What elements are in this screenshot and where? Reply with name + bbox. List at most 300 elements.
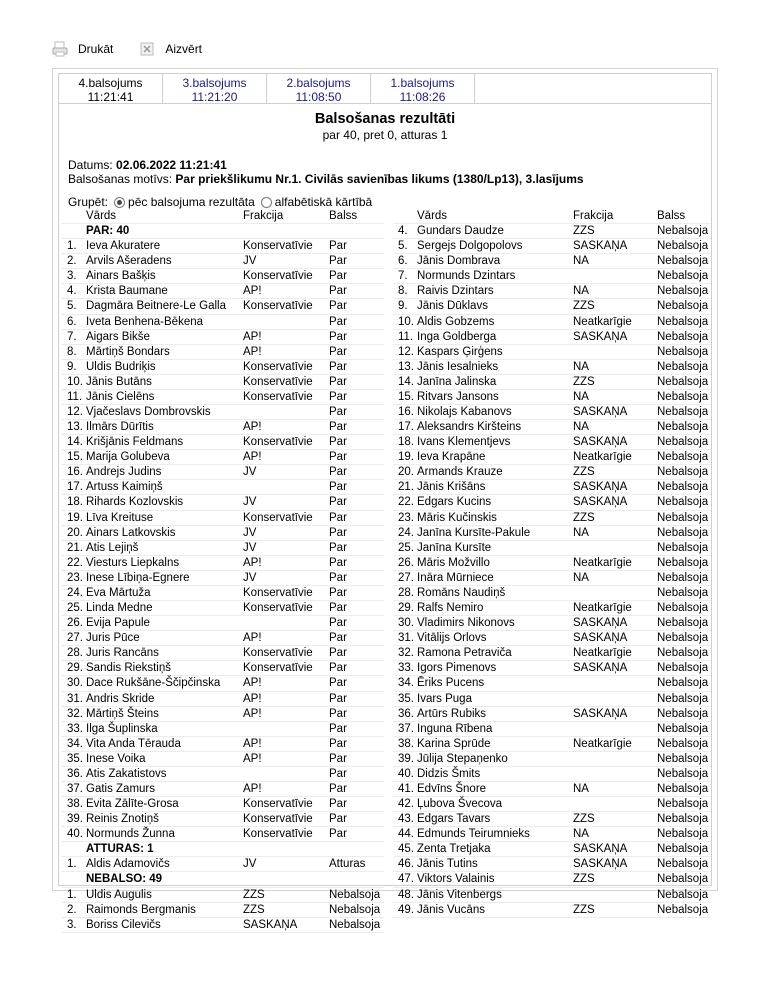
table-row — [62, 465, 384, 480]
table-row — [393, 254, 711, 269]
member-name: Jānis Tutins — [417, 858, 478, 871]
member-vote: Par — [329, 406, 347, 419]
member-faction: SASKAŅA — [573, 617, 628, 630]
table-row — [393, 888, 711, 903]
member-vote: Par — [329, 240, 347, 253]
row-number: 26. — [398, 556, 414, 569]
member-faction: SASKAŅA — [573, 858, 628, 871]
table-row — [393, 224, 711, 239]
row-number: 40. — [398, 767, 414, 780]
tab-time: 11:08:26 — [399, 90, 446, 104]
member-name: Ivars Puga — [417, 692, 472, 705]
table-header — [62, 209, 384, 224]
row-number: 24. — [67, 586, 83, 599]
member-vote: Nebalsoja — [657, 300, 709, 313]
row-number: 4. — [398, 225, 408, 238]
table-row — [393, 239, 711, 254]
member-faction: NA — [573, 285, 589, 298]
member-name: Juris Pūce — [86, 632, 140, 645]
row-number: 21. — [398, 481, 414, 494]
table-row — [393, 420, 711, 435]
member-name: Janīna Kursīte — [417, 541, 492, 554]
row-number: 12. — [67, 406, 83, 419]
member-name: Mārtiņš Bondars — [86, 345, 170, 358]
member-vote: Nebalsoja — [657, 617, 709, 630]
table-row — [393, 526, 711, 541]
results-table-left — [62, 209, 384, 933]
member-faction: Konservatīvie — [243, 375, 313, 388]
row-number: 44. — [398, 828, 414, 841]
member-name: Ainars Latkovskis — [86, 526, 176, 539]
member-name: Normunds Žunna — [86, 828, 175, 841]
table-row — [62, 330, 384, 345]
member-name: Inguna Rībena — [417, 722, 493, 735]
table-row — [62, 390, 384, 405]
member-faction: JV — [243, 571, 257, 584]
table-row — [393, 631, 711, 646]
member-vote: Nebalsoja — [657, 858, 709, 871]
member-faction: NA — [573, 782, 589, 795]
table-row — [62, 782, 384, 797]
table-row — [393, 767, 711, 782]
member-vote: Nebalsoja — [657, 888, 709, 901]
table-row — [393, 676, 711, 691]
member-vote: Par — [329, 345, 347, 358]
row-number: 19. — [398, 451, 414, 464]
member-vote: Par — [329, 813, 347, 826]
row-number: 33. — [398, 662, 414, 675]
member-vote: Nebalsoja — [657, 662, 709, 675]
member-faction: Neatkarīgie — [573, 315, 632, 328]
member-vote: Nebalsoja — [657, 632, 709, 645]
member-vote: Par — [329, 662, 347, 675]
member-faction: SASKAŅA — [573, 496, 628, 509]
member-vote: Par — [329, 375, 347, 388]
member-vote: Nebalsoja — [657, 798, 709, 811]
table-row — [62, 284, 384, 299]
row-number: 38. — [67, 798, 83, 811]
row-number: 1. — [67, 240, 77, 253]
member-name: Ralfs Nemiro — [417, 602, 484, 615]
tab-vote-1[interactable] — [371, 74, 475, 104]
row-number: 32. — [398, 647, 414, 660]
member-faction: Konservatīvie — [243, 798, 313, 811]
row-number: 35. — [398, 692, 414, 705]
member-name: Arvils Ašeradens — [86, 255, 172, 268]
member-faction: NA — [573, 526, 589, 539]
member-vote: Nebalsoja — [657, 375, 709, 388]
row-number: 22. — [398, 496, 414, 509]
table-row — [393, 616, 711, 631]
page-title: Balsošanas rezultāti — [314, 111, 456, 127]
member-name: Didzis Šmits — [417, 767, 481, 780]
member-faction: Konservatīvie — [243, 436, 313, 449]
date-label: Datums: — [68, 158, 117, 172]
table-row — [62, 707, 384, 722]
member-name: Līva Kreituse — [86, 511, 154, 524]
member-vote: Par — [329, 496, 347, 509]
member-faction: Konservatīvie — [243, 813, 313, 826]
member-faction: AP! — [243, 737, 262, 750]
member-vote: Nebalsoja — [657, 737, 709, 750]
close-button[interactable] — [139, 41, 202, 57]
header-faction: Frakcija — [243, 210, 284, 222]
table-row — [62, 646, 384, 661]
row-number: 35. — [67, 752, 83, 765]
member-faction: JV — [243, 526, 257, 539]
member-name: PAR: 40 — [86, 225, 130, 238]
row-number: 33. — [67, 722, 83, 735]
member-faction: ZZS — [573, 511, 595, 524]
member-name: Ilmārs Dūrītis — [86, 421, 154, 434]
tab-label: 4.balsojums — [78, 76, 143, 90]
member-name: Krista Baumane — [86, 285, 168, 298]
table-row — [393, 872, 711, 887]
tab-time: 11:21:41 — [87, 90, 134, 104]
table-row — [62, 360, 384, 375]
member-name: Romāns Naudiņš — [417, 586, 506, 599]
tab-label: 1.balsojums — [390, 76, 455, 90]
member-vote: Nebalsoja — [657, 496, 709, 509]
table-row — [393, 465, 711, 480]
row-number: 15. — [67, 451, 83, 464]
member-vote: Nebalsoja — [657, 752, 709, 765]
member-name: Viesturs Liepkalns — [86, 556, 180, 569]
vote-date — [68, 158, 227, 172]
table-row — [62, 254, 384, 269]
member-name: Andrejs Judins — [86, 466, 162, 479]
member-vote: Par — [329, 617, 347, 630]
member-vote: Nebalsoja — [657, 692, 709, 705]
row-number: 34. — [398, 677, 414, 690]
member-vote: Nebalsoja — [657, 406, 709, 419]
member-name: Evita Zālīte-Grosa — [86, 798, 179, 811]
member-faction: ZZS — [573, 873, 595, 886]
member-vote: Par — [329, 586, 347, 599]
row-number: 20. — [67, 526, 83, 539]
member-faction: Konservatīvie — [243, 828, 313, 841]
member-name: Reinis Znotiņš — [86, 813, 159, 826]
table-row — [393, 812, 711, 827]
member-name: Māris Kučinskis — [417, 511, 497, 524]
section-header — [62, 872, 384, 887]
member-name: Uldis Augulis — [86, 888, 152, 901]
table-row — [393, 375, 711, 390]
section-header — [62, 842, 384, 857]
table-row — [393, 405, 711, 420]
row-number: 23. — [398, 511, 414, 524]
member-name: Edgars Tavars — [417, 813, 491, 826]
row-number: 40. — [67, 828, 83, 841]
table-row — [62, 435, 384, 450]
member-name: Ieva Akuratere — [86, 240, 161, 253]
table-row — [393, 692, 711, 707]
member-vote: Nebalsoja — [657, 722, 709, 735]
member-faction: SASKAŅA — [243, 918, 298, 931]
row-number: 17. — [398, 421, 414, 434]
tab-vote-3[interactable] — [163, 74, 267, 104]
vote-summary: par 40, pret 0, atturas 1 — [322, 128, 448, 142]
row-number: 3. — [67, 918, 77, 931]
member-name: Vita Anda Tērauda — [86, 737, 181, 750]
table-row — [62, 752, 384, 767]
table-row — [62, 692, 384, 707]
member-faction: ZZS — [243, 903, 265, 916]
member-vote: Par — [329, 360, 347, 373]
group-by — [68, 195, 372, 209]
close-label: Aizvērt — [165, 42, 203, 56]
tabs-divider — [475, 103, 711, 104]
member-faction: SASKAŅA — [573, 707, 628, 720]
member-faction: AP! — [243, 782, 262, 795]
member-name: Mārtiņš Šteins — [86, 707, 159, 720]
member-name: Inese Voika — [86, 752, 146, 765]
header-vote: Balss — [657, 210, 686, 222]
row-number: 8. — [67, 345, 77, 358]
row-number: 22. — [67, 556, 83, 569]
row-number: 1. — [67, 858, 77, 871]
header-vote: Balss — [329, 210, 358, 222]
radio-alphabetical[interactable] — [261, 197, 272, 208]
row-number: 34. — [67, 737, 83, 750]
member-faction: NA — [573, 571, 589, 584]
row-number: 49. — [398, 903, 414, 916]
table-row — [393, 903, 711, 918]
tab-vote-2[interactable] — [267, 74, 371, 104]
member-vote: Par — [329, 421, 347, 434]
row-number: 45. — [398, 843, 414, 856]
member-faction: Neatkarīgie — [573, 737, 632, 750]
member-name: Jānis Butāns — [86, 375, 152, 388]
section-header — [62, 224, 384, 239]
member-faction: NA — [573, 255, 589, 268]
member-vote: Nebalsoja — [657, 436, 709, 449]
member-faction: JV — [243, 496, 257, 509]
group-label: Grupēt: — [68, 195, 109, 209]
row-number: 18. — [67, 496, 83, 509]
table-row — [393, 737, 711, 752]
table-row — [62, 299, 384, 314]
member-vote: Nebalsoja — [657, 843, 709, 856]
member-vote: Nebalsoja — [657, 225, 709, 238]
table-row — [393, 495, 711, 510]
member-name: Artūrs Rubiks — [417, 707, 487, 720]
member-vote: Nebalsoja — [657, 315, 709, 328]
table-header — [393, 209, 711, 224]
table-row — [393, 571, 711, 586]
row-number: 5. — [67, 300, 77, 313]
member-vote: Nebalsoja — [657, 541, 709, 554]
table-row — [393, 646, 711, 661]
member-name: Raivis Dzintars — [417, 285, 494, 298]
member-faction: NA — [573, 421, 589, 434]
print-button[interactable] — [52, 41, 113, 57]
table-row — [62, 269, 384, 284]
row-number: 16. — [67, 466, 83, 479]
member-name: Aleksandrs Kiršteins — [417, 421, 522, 434]
table-row — [393, 752, 711, 767]
member-vote: Par — [329, 481, 347, 494]
member-faction: JV — [243, 858, 257, 871]
member-vote: Nebalsoja — [329, 888, 381, 901]
table-row — [62, 812, 384, 827]
member-vote: Par — [329, 722, 347, 735]
tab-vote-4[interactable] — [59, 74, 163, 104]
row-number: 6. — [398, 255, 408, 268]
member-vote: Atturas — [329, 858, 366, 871]
member-name: Viktors Valainis — [417, 873, 495, 886]
member-vote: Par — [329, 526, 347, 539]
member-name: Normunds Dzintars — [417, 270, 516, 283]
member-name: Rihards Kozlovskis — [86, 496, 184, 509]
member-vote: Nebalsoja — [657, 556, 709, 569]
member-name: Ēriks Pucens — [417, 677, 485, 690]
row-number: 14. — [398, 375, 414, 388]
row-number: 26. — [67, 617, 83, 630]
member-faction: AP! — [243, 752, 262, 765]
member-name: Aigars Bikše — [86, 330, 150, 343]
row-number: 41. — [398, 782, 414, 795]
member-faction: SASKAŅA — [573, 436, 628, 449]
table-row — [62, 375, 384, 390]
table-row — [62, 480, 384, 495]
table-row — [62, 661, 384, 676]
member-vote: Par — [329, 315, 347, 328]
member-name: Linda Medne — [86, 602, 153, 615]
member-name: Janīna Kursīte-Pakule — [417, 526, 531, 539]
member-faction: Neatkarīgie — [573, 602, 632, 615]
table-row — [393, 315, 711, 330]
radio-by-result-label: pēc balsojuma rezultāta — [128, 195, 255, 209]
header-name: Vārds — [86, 210, 117, 222]
member-name: Edgars Kucins — [417, 496, 492, 509]
row-number: 16. — [398, 406, 414, 419]
member-faction: Konservatīvie — [243, 511, 313, 524]
row-number: 38. — [398, 737, 414, 750]
table-row — [393, 360, 711, 375]
table-row — [62, 722, 384, 737]
member-vote: Nebalsoja — [657, 767, 709, 780]
member-faction: ZZS — [573, 225, 595, 238]
row-number: 23. — [67, 571, 83, 584]
member-name: Ivans Klementjevs — [417, 436, 511, 449]
member-vote: Nebalsoja — [657, 828, 709, 841]
member-faction: Konservatīvie — [243, 270, 313, 283]
table-row — [393, 330, 711, 345]
member-name: Jūlija Stepaņenko — [417, 752, 508, 765]
row-number: 2. — [67, 903, 77, 916]
row-number: 31. — [67, 692, 83, 705]
table-row — [393, 284, 711, 299]
member-faction: JV — [243, 255, 257, 268]
member-vote: Nebalsoja — [657, 451, 709, 464]
table-row — [62, 420, 384, 435]
member-name: Aldis Adamovičs — [86, 858, 170, 871]
row-number: 30. — [67, 677, 83, 690]
table-row — [62, 676, 384, 691]
row-number: 17. — [67, 481, 83, 494]
radio-by-result[interactable] — [114, 197, 125, 208]
row-number: 15. — [398, 390, 414, 403]
member-faction: SASKAŅA — [573, 632, 628, 645]
row-number: 14. — [67, 436, 83, 449]
header-name: Vārds — [417, 210, 448, 222]
results-frame — [52, 68, 718, 931]
row-number: 11. — [67, 390, 83, 403]
member-name: Jānis Krišāns — [417, 481, 486, 494]
member-vote: Nebalsoja — [329, 903, 381, 916]
row-number: 12. — [398, 345, 414, 358]
member-name: Vitālijs Orlovs — [417, 632, 487, 645]
row-number: 21. — [67, 541, 83, 554]
tab-label: 3.balsojums — [182, 76, 247, 90]
member-name: Jānis Dūklavs — [417, 300, 488, 313]
table-row — [393, 435, 711, 450]
member-name: Evija Papule — [86, 617, 150, 630]
member-name: Dagmāra Beitnere-Le Galla — [86, 300, 226, 313]
member-faction: Konservatīvie — [243, 360, 313, 373]
member-vote: Par — [329, 602, 347, 615]
member-name: Aldis Gobzems — [417, 315, 495, 328]
row-number: 27. — [67, 632, 83, 645]
row-number: 28. — [67, 647, 83, 660]
member-name: Gundars Daudze — [417, 225, 504, 238]
row-number: 9. — [398, 300, 408, 313]
member-vote: Nebalsoja — [657, 345, 709, 358]
member-name: Uldis Budriķis — [86, 360, 156, 373]
close-icon — [139, 41, 155, 57]
table-row — [62, 495, 384, 510]
member-faction: ZZS — [573, 903, 595, 916]
member-vote: Par — [329, 556, 347, 569]
table-row — [62, 616, 384, 631]
member-vote: Par — [329, 300, 347, 313]
member-faction: ZZS — [573, 375, 595, 388]
member-name: Ļubova Švecova — [417, 798, 503, 811]
table-row — [393, 390, 711, 405]
member-vote: Nebalsoja — [657, 707, 709, 720]
member-name: Atis Lejiņš — [86, 541, 139, 554]
vote-motive — [68, 172, 584, 186]
member-name: Ramona Petraviča — [417, 647, 512, 660]
member-vote: Nebalsoja — [657, 782, 709, 795]
member-faction: Konservatīvie — [243, 647, 313, 660]
member-vote: Nebalsoja — [657, 481, 709, 494]
member-name: Vladimirs Nikonovs — [417, 617, 515, 630]
member-vote: Par — [329, 632, 347, 645]
member-name: Edvīns Šnore — [417, 782, 487, 795]
table-row — [62, 345, 384, 360]
member-faction: AP! — [243, 692, 262, 705]
member-name: Janīna Jalinska — [417, 375, 497, 388]
member-faction: SASKAŅA — [573, 240, 628, 253]
member-name: Edmunds Teirumnieks — [417, 828, 530, 841]
member-name: Atis Zakatistovs — [86, 767, 167, 780]
row-number: 7. — [398, 270, 408, 283]
member-vote: Nebalsoja — [657, 240, 709, 253]
member-name: Inese Lībiņa-Egnere — [86, 571, 190, 584]
table-row — [393, 480, 711, 495]
member-vote: Nebalsoja — [657, 330, 709, 343]
member-faction: SASKAŅA — [573, 843, 628, 856]
tab-time: 11:21:20 — [191, 90, 238, 104]
member-faction: JV — [243, 466, 257, 479]
member-vote: Par — [329, 767, 347, 780]
table-row — [62, 450, 384, 465]
row-number: 9. — [67, 360, 77, 373]
row-number: 18. — [398, 436, 414, 449]
row-number: 5. — [398, 240, 408, 253]
